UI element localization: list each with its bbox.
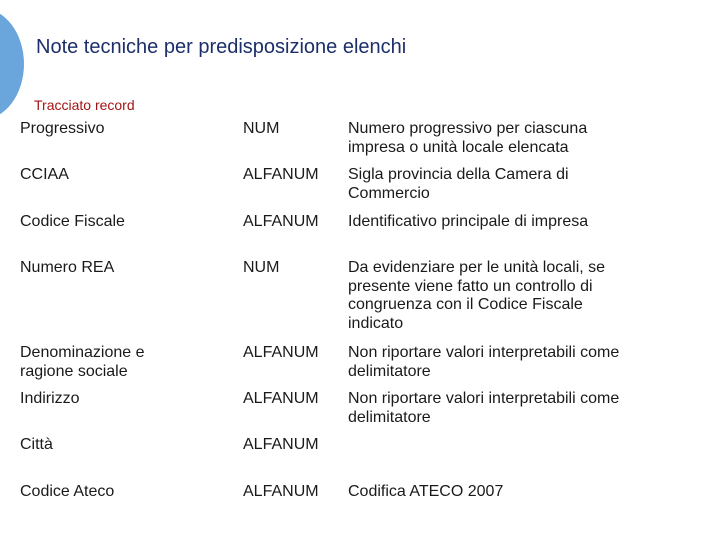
field-name: Codice Ateco [20,483,115,500]
table-row [20,213,700,259]
field-type: NUM [243,259,280,276]
field-type: ALFANUM [243,390,319,407]
field-type: ALFANUM [243,483,319,500]
field-type: ALFANUM [243,166,319,183]
field-name: Progressivo [20,120,105,137]
field-type: ALFANUM [243,436,319,453]
field-type: ALFANUM [243,213,319,230]
record-layout-table [20,120,700,507]
field-name: Città [20,436,53,453]
table-row [20,120,700,166]
field-name: Denominazione e ragione sociale [20,344,145,380]
field-name: Indirizzo [20,390,80,407]
field-name: Codice Fiscale [20,213,125,230]
page-title: Note tecniche per predisposizione elenchi [36,36,407,58]
section-label: Tracciato record [34,97,135,113]
field-type: ALFANUM [243,344,319,361]
field-description: Identificativo principale di impresa [348,213,589,230]
table-row [20,390,700,436]
field-description: Non riportare valori interpretabili come delimitatore [348,344,620,380]
decorative-circle [0,8,24,120]
field-description: Non riportare valori interpretabili come delimitatore [348,390,620,426]
table-row [20,483,700,507]
field-description: Sigla provincia della Camera di Commercio [348,166,569,202]
field-name: CCIAA [20,166,69,183]
field-name: Numero REA [20,259,115,276]
table-row [20,344,700,390]
table-row [20,166,700,213]
table-row [20,259,700,344]
field-description: Da evidenziare per le unità locali, se presente viene fatto un controllo di congruenza con il Codice Fiscale indicato [348,259,606,332]
table-row [20,436,700,483]
field-description: Numero progressivo per ciascuna impresa o unità locale elencata [348,120,588,156]
field-description: Codifica ATECO 2007 [348,483,504,500]
field-type: NUM [243,120,280,137]
